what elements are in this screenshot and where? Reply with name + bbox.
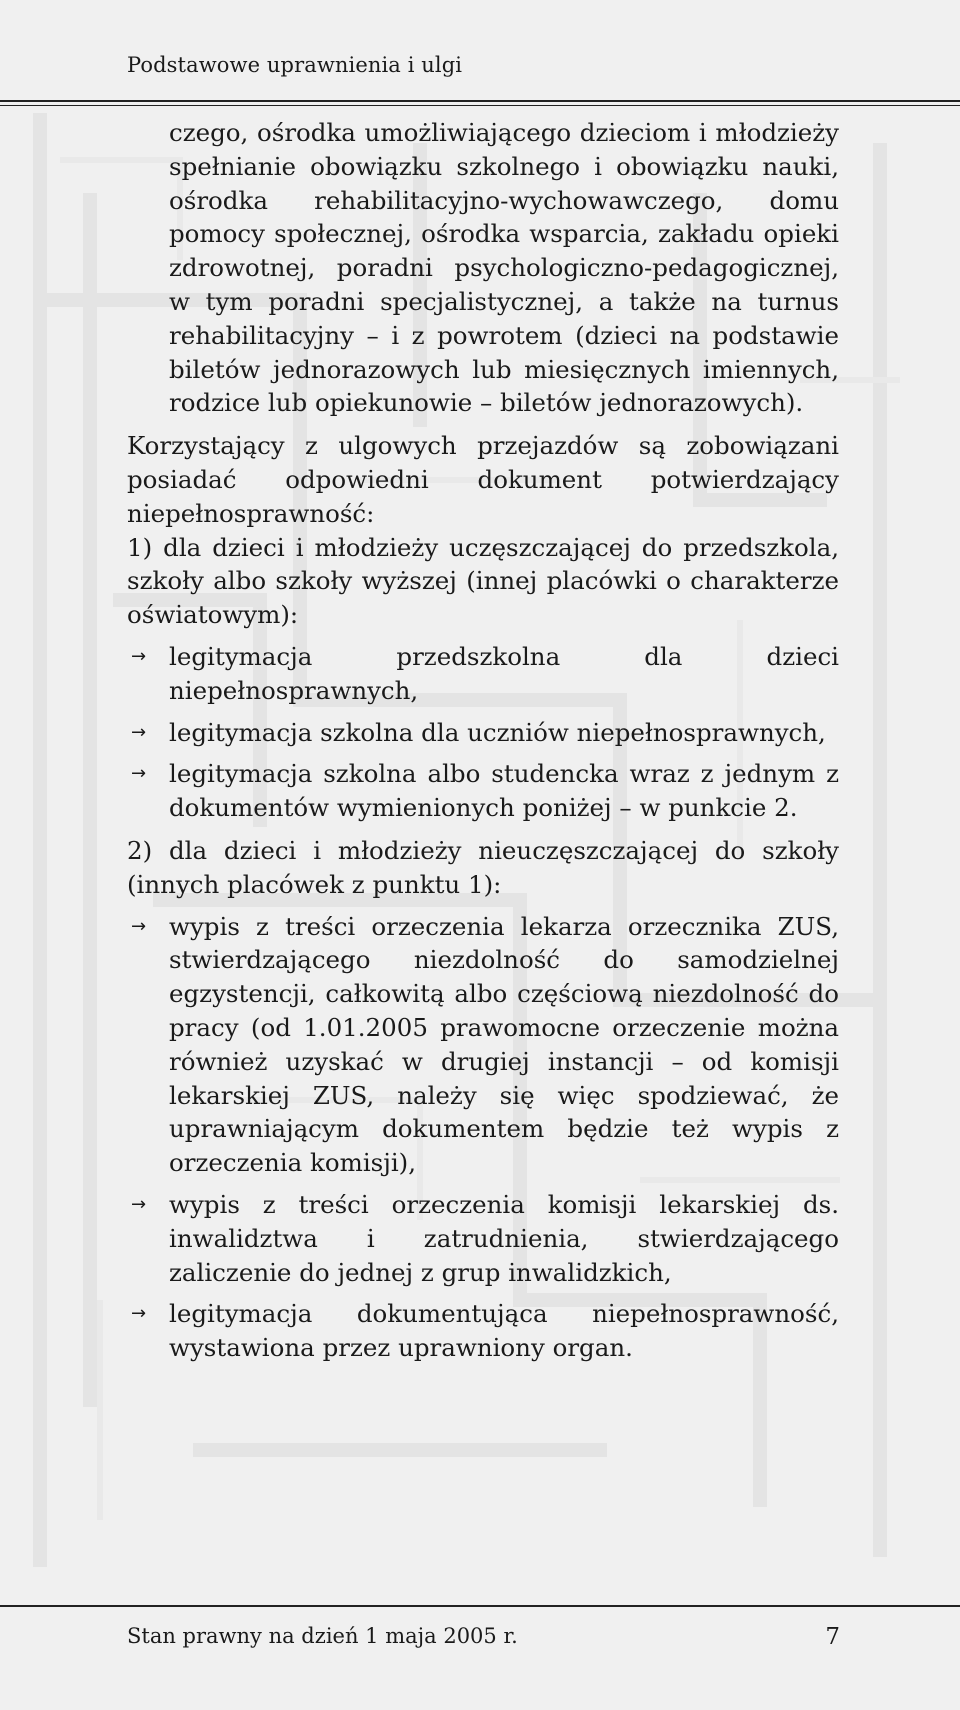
continuation-paragraph: czego, ośrodka umożliwiającego dzieciom i młodzieży spełnianie obowiązku szkolnego i obowiązku nauki, ośrodka rehabilitacyjno-wychowawczego, domu pomocy społecznej, ośrodka wsparcia, zakładu opieki zdrowotnej, poradni psychologiczno-pedagogicznej, w tym poradni specjalistycznej, a także na turnus rehabilitacyjny – i z powrotem (dzieci na podstawie biletów jednorazowych lub miesięcznych imiennych, rodzice lub opiekunowie – biletów jednorazowych). (169, 118, 839, 418)
intro-paragraph: Korzystający z ulgowych przejazdów są zobowiązani posiadać odpowiedni dokument potwierdzający niepełnosprawność: (127, 431, 839, 528)
list-item-text: legitymacja przedszkolna dla dzieci niepełnosprawnych, (169, 641, 839, 705)
header-rule (0, 100, 960, 108)
arrow-right-icon: → (131, 1303, 147, 1325)
list-item (127, 716, 839, 750)
arrow-right-icon: → (131, 645, 147, 667)
point-1-heading: 1) dla dzieci i młodzieży uczęszczającej do przedszkola, szkoły albo szkoły wyższej (innej placówki o charakterze oświatowym): (127, 532, 839, 630)
body-text (127, 116, 839, 1365)
list-item-text: legitymacja dokumentująca niepełnosprawność, wystawiona przez uprawniony organ. (169, 1299, 839, 1363)
point-2-heading: 2) dla dzieci i młodzieży nieuczęszczającej do szkoły (innych placówek z punktu 1): (127, 835, 839, 899)
list-item (127, 910, 839, 1180)
arrow-right-icon: → (131, 915, 147, 937)
page-number: 7 (825, 1624, 840, 1650)
list-item-text: wypis z treści orzeczenia lekarza orzecznika ZUS, stwierdzającego niezdolność do samodzielnej egzystencji, całkowitą albo częściową niezdolność do pracy (od 1.01.2005 prawomocne orzeczenie można również uzyskać w drugiej instancji – od komisji lekarskiej ZUS, należy się więc spodziewać, że uprawniającym dokumentem będzie też wypis z orzeczenia komisji), (169, 911, 839, 1178)
list-item (127, 1188, 839, 1289)
list-item-text: wypis z treści orzeczenia komisji lekarskiej ds. inwalidztwa i zatrudnienia, stwierdzającego zaliczenie do jednej z grup inwalidzkich, (169, 1189, 839, 1287)
footer-legal-status: Stan prawny na dzień 1 maja 2005 r. (127, 1624, 518, 1648)
arrow-right-icon: → (131, 763, 147, 785)
running-header: Podstawowe uprawnienia i ulgi (127, 53, 463, 77)
list-item-text: legitymacja szkolna dla uczniów niepełnosprawnych, (169, 717, 826, 747)
arrow-right-icon: → (131, 1193, 147, 1215)
list-item-text: legitymacja szkolna albo studencka wraz z jednym z dokumentów wymienionych poniżej – w punkcie 2. (169, 759, 839, 823)
list-item (127, 1297, 839, 1365)
arrow-right-icon: → (131, 721, 147, 743)
footer-rule (0, 1605, 960, 1607)
list-item (127, 757, 839, 825)
list-item (127, 640, 839, 708)
